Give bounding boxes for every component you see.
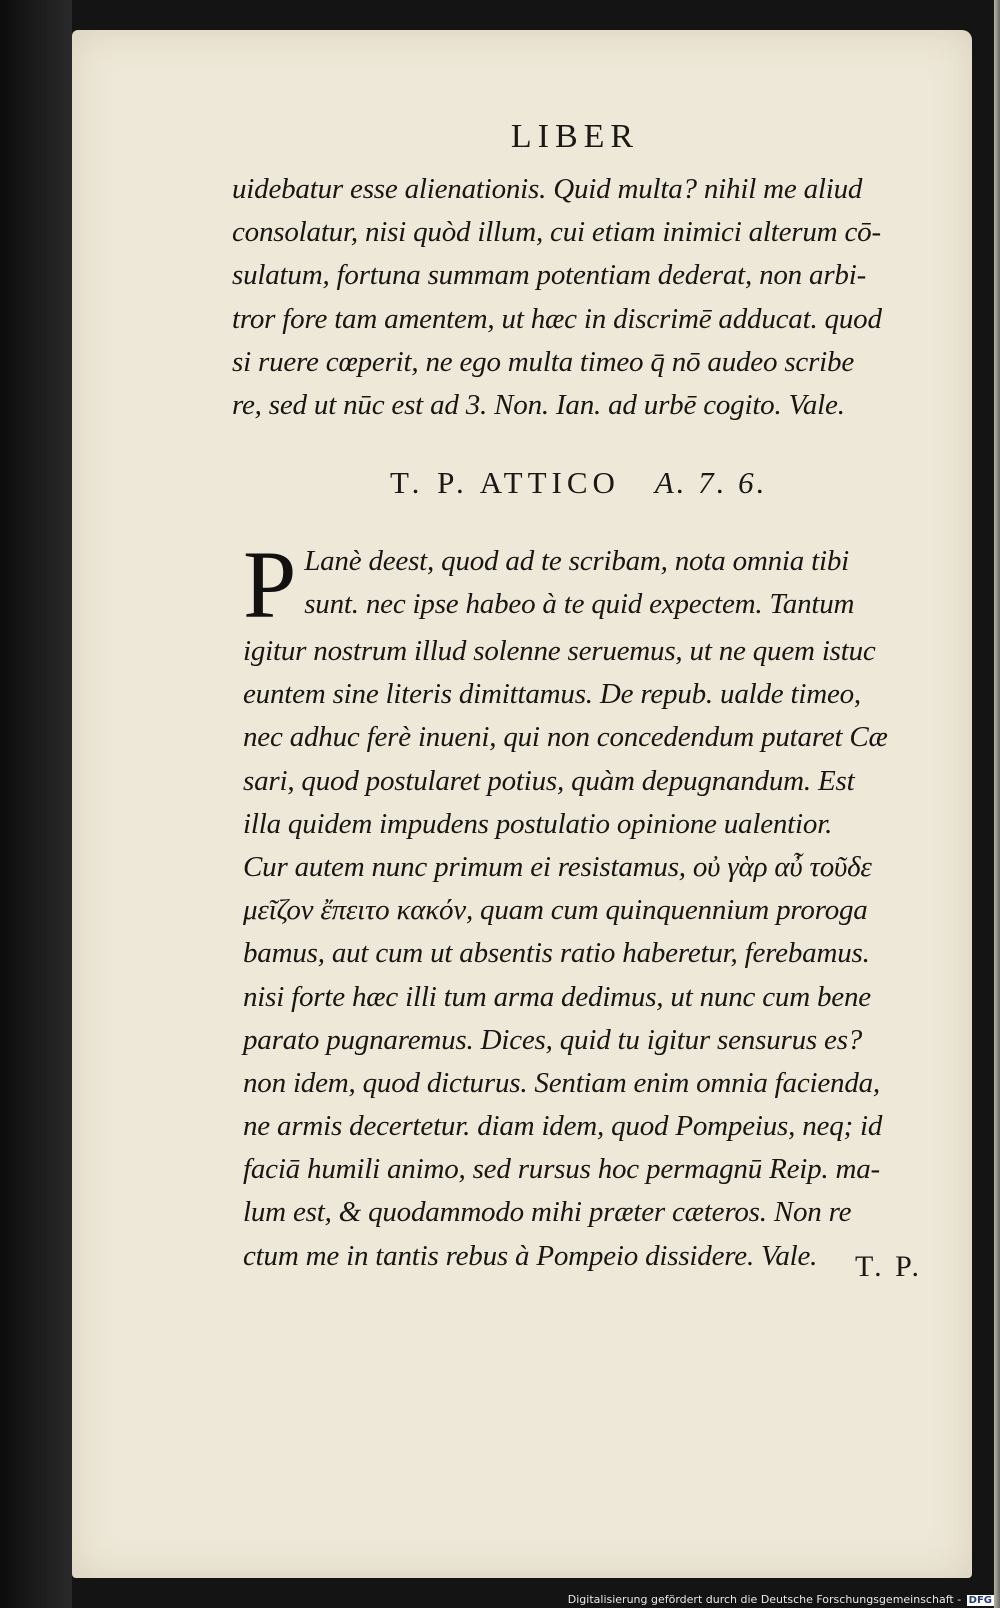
letter-citation: A. 7. 6.	[654, 465, 768, 500]
credit-text: Digitalisierung gefördert durch die Deutsche Forschungsgemeinschaft -	[567, 1593, 962, 1606]
text-line: Lanè deest, quod ad te scribam, nota omnia tibi	[304, 545, 849, 577]
drop-cap: P	[243, 531, 297, 638]
text-line: tror fore tam amentem, ut hæc in discrimē adducat. quod	[232, 302, 882, 335]
text-line: parato pugnaremus. Dices, quid tu igitur sensurus es?	[243, 1023, 863, 1056]
text-line: sulatum, fortuna summam potentiam dederat, non arbi-	[232, 259, 867, 292]
text-line: nec adhuc ferè inueni, qui non concedendum putaret Cæ	[243, 721, 888, 754]
text-line: ne armis decertetur. diam idem, quod Pompeius, neq; id	[243, 1110, 883, 1143]
text-line: consolatur, nisi quòd illum, cui etiam inimici alterum cō-	[232, 216, 881, 249]
page-edge	[994, 0, 1000, 1608]
text-line: illa quidem impudens postulatio opinione ualentior.	[243, 807, 833, 840]
digitization-credit	[568, 1593, 994, 1606]
letter-title: T. P. ATTICO	[390, 465, 620, 500]
catchword-signoff: T. P.	[855, 1250, 922, 1283]
text-line: nisi forte hæc illi tum arma dedimus, ut nunc cum bene	[243, 980, 871, 1013]
text-line: non idem, quod dicturus. Sentiam enim omnia facienda,	[243, 1066, 880, 1099]
text-block-continuation	[232, 168, 932, 427]
text-line: ctum me in tantis rebus à Pompeio dissidere. Vale.	[243, 1239, 818, 1272]
running-head: LIBER	[510, 118, 640, 155]
dfg-logo: DFG	[968, 1595, 992, 1606]
letter-heading	[390, 465, 767, 501]
text-line: sari, quod postularet potius, quàm depugnandum. Est	[243, 764, 855, 797]
text-line: bamus, aut cum ut absentis ratio haberetur, ferebamus.	[243, 937, 870, 970]
book-spine	[0, 0, 72, 1608]
text-line: sunt. nec ipse habeo à te quid expectem. Tantum	[304, 588, 855, 621]
text-line: uidebatur esse alienationis. Quid multa? nihil me aliud	[232, 173, 863, 205]
text-line: si ruere cœperit, ne ego multa timeo q̄ nō audeo scribe	[232, 345, 854, 378]
text-line: Cur autem nunc primum ei resistamus, οὐ γὰρ αὖ τοῦδε	[243, 850, 872, 883]
text-line: lum est, & quodammodo mihi præter cæteros. Non re	[243, 1196, 852, 1229]
text-block-letter	[243, 531, 943, 1278]
text-line: faciā humili animo, sed rursus hoc permagnū Reip. ma-	[243, 1153, 881, 1186]
text-line: μεῖζον ἔπειτο κακόν, quam cum quinquennium proroga	[243, 894, 868, 927]
text-line: re, sed ut nūc est ad 3. Non. Ian. ad urbē cogito. Vale.	[232, 388, 845, 421]
text-line: euntem sine literis dimittamus. De repub. ualde timeo,	[243, 678, 861, 711]
text-line: igitur nostrum illud solenne seruemus, ut ne quem istuc	[243, 635, 876, 667]
